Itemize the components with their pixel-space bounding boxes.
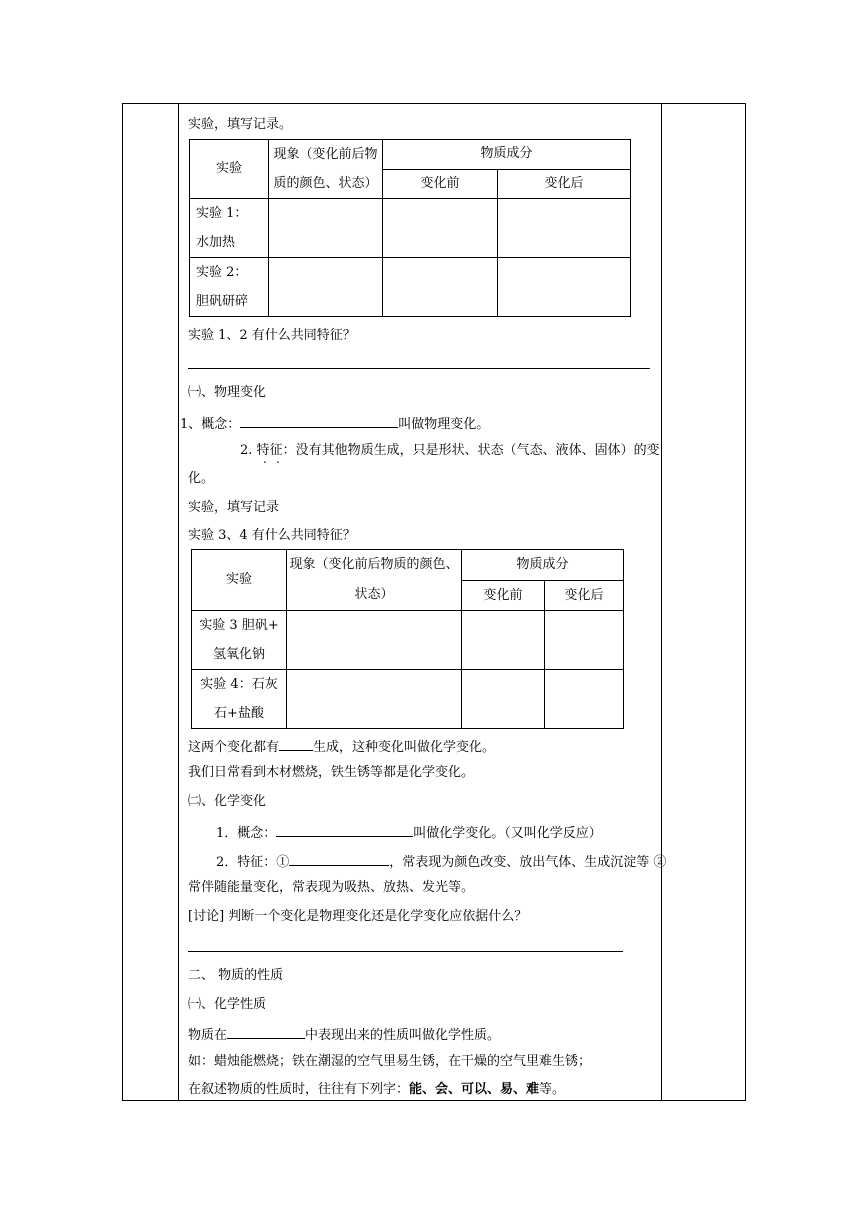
properties-heading: 二、 物质的性质 [188, 968, 284, 983]
physical-concept-prefix: 1、概念： [180, 417, 241, 432]
both-changes-blank[interactable] [279, 737, 313, 751]
property-keywords-prefix: 在叙述物质的性质时，往往有下列字： [188, 1082, 410, 1097]
table1-header-composition: 物质成分 [383, 140, 631, 170]
answer-line-1[interactable] [188, 368, 650, 369]
daily-examples: 我们日常看到木材燃烧，铁生锈等都是化学变化。 [188, 765, 475, 780]
chemical-property-definition [188, 1025, 500, 1044]
question-1: 实验 1、2 有什么共同特征？ [188, 328, 356, 343]
property-keywords [188, 1082, 565, 1098]
chemical-concept-blank[interactable] [276, 823, 413, 837]
table1-header-after: 变化后 [498, 169, 631, 199]
table2-header-experiment: 实验 [192, 550, 287, 611]
experiment-table-1 [189, 139, 631, 317]
table2-cell[interactable] [545, 611, 624, 670]
table2-row1-line1: 实验 3 胆矾+ [199, 618, 279, 633]
physical-concept-blank[interactable] [240, 414, 398, 428]
both-changes-suffix: 生成，这种变化叫做化学变化。 [313, 740, 496, 755]
physical-concept-suffix: 叫做物理变化。 [398, 417, 490, 432]
table2-cell[interactable] [287, 611, 462, 670]
property-keywords-suffix: 等。 [539, 1082, 566, 1097]
left-column-divider [178, 104, 179, 1100]
experiment-table-2 [191, 549, 624, 729]
question-2: 实验 3、4 有什么共同特征？ [188, 528, 356, 543]
table1-row1-line1: 实验 1： [196, 206, 248, 221]
table2-row2-line2: 石+盐酸 [214, 706, 264, 721]
table2-header-composition: 物质成分 [462, 550, 624, 581]
table1-header-before: 变化前 [383, 169, 498, 199]
physical-feature-label-a: 特 [256, 443, 270, 458]
chemical-change-heading: ㈡、化学变化 [188, 794, 267, 809]
chemical-feature-blank[interactable] [289, 852, 389, 866]
table2-header-phenomenon-line1: 现象（变化前后物质的颜色、 [289, 557, 459, 572]
property-keywords-bold: 能、会、可以、易、难 [409, 1082, 540, 1097]
physical-feature-label-b: 征 [269, 443, 283, 458]
physical-feature-continued: 化。 [188, 471, 215, 486]
table2-cell[interactable] [545, 670, 624, 729]
table2-header-phenomenon [287, 550, 462, 611]
table1-row-label [190, 258, 269, 317]
table1-row2-line1: 实验 2： [196, 265, 248, 280]
table2-header-after: 变化后 [545, 581, 624, 611]
intro-text: 实验，填写记录。 [188, 117, 293, 132]
table1-cell[interactable] [269, 199, 383, 258]
chemical-feature [216, 852, 666, 871]
chemical-feature-continued: 常伴随能量变化，常表现为吸热、放热、发光等。 [188, 880, 475, 895]
table1-cell[interactable] [498, 199, 631, 258]
table1-cell[interactable] [269, 258, 383, 317]
chemical-feature-prefix: 2．特征：① [216, 855, 290, 870]
table2-cell[interactable] [287, 670, 462, 729]
property-examples: 如：蜡烛能燃烧；铁在潮湿的空气里易生锈，在干燥的空气里难生锈； [188, 1054, 592, 1069]
right-column-divider [661, 104, 662, 1100]
chemical-property-def-suffix: 中表现出来的性质叫做化学性质。 [305, 1028, 501, 1043]
table1-row1-line2: 水加热 [196, 235, 236, 250]
record-instruction-2: 实验，填写记录 [188, 500, 280, 515]
table2-cell[interactable] [462, 611, 545, 670]
both-changes-prefix: 这两个变化都有 [188, 740, 280, 755]
table1-header-phenomenon-line2: 质的颜色、状态） [273, 176, 378, 191]
table2-row-label [192, 670, 287, 729]
chemical-property-def-prefix: 物质在 [188, 1028, 228, 1043]
chemical-concept-suffix: 叫做化学变化。（又叫化学反应） [413, 826, 602, 841]
table1-row-label [190, 199, 269, 258]
table1-cell[interactable] [383, 199, 498, 258]
both-changes-text [188, 737, 495, 756]
discussion-question: [讨论] 判断一个变化是物理变化还是化学变化应依据什么？ [188, 909, 528, 924]
table1-row2-line2: 胆矾研碎 [196, 294, 249, 309]
table2-row2-line1: 实验 4：石灰 [200, 677, 278, 692]
answer-line-2[interactable] [188, 951, 623, 952]
physical-feature-text: ：没有其他物质生成，只是形状、状态（气态、液体、固体）的变 [282, 443, 660, 458]
table2-row1-line2: 氢氧化钠 [212, 647, 265, 662]
table1-header-phenomenon-line1: 现象（变化前后物 [273, 147, 378, 162]
physical-concept [180, 414, 489, 433]
table1-header-phenomenon [269, 140, 383, 199]
table2-row-label [192, 611, 287, 670]
chemical-concept [216, 823, 602, 842]
chemical-feature-suffix: ，常表现为颜色改变、放出气体、生成沉淀等 ② [389, 855, 667, 870]
table2-header-before: 变化前 [462, 581, 545, 611]
chemical-property-blank[interactable] [227, 1025, 305, 1039]
table1-cell[interactable] [383, 258, 498, 317]
physical-change-heading: ㈠、物理变化 [188, 385, 267, 400]
physical-feature-number: 2. [240, 443, 253, 458]
table2-cell[interactable] [462, 670, 545, 729]
physical-feature [240, 443, 660, 459]
chemical-concept-prefix: 1．概念： [216, 826, 277, 841]
table1-header-experiment: 实验 [190, 140, 269, 199]
chemical-property-heading: ㈠、化学性质 [188, 997, 267, 1012]
table2-header-phenomenon-line2: 状态） [354, 587, 394, 602]
table1-cell[interactable] [498, 258, 631, 317]
